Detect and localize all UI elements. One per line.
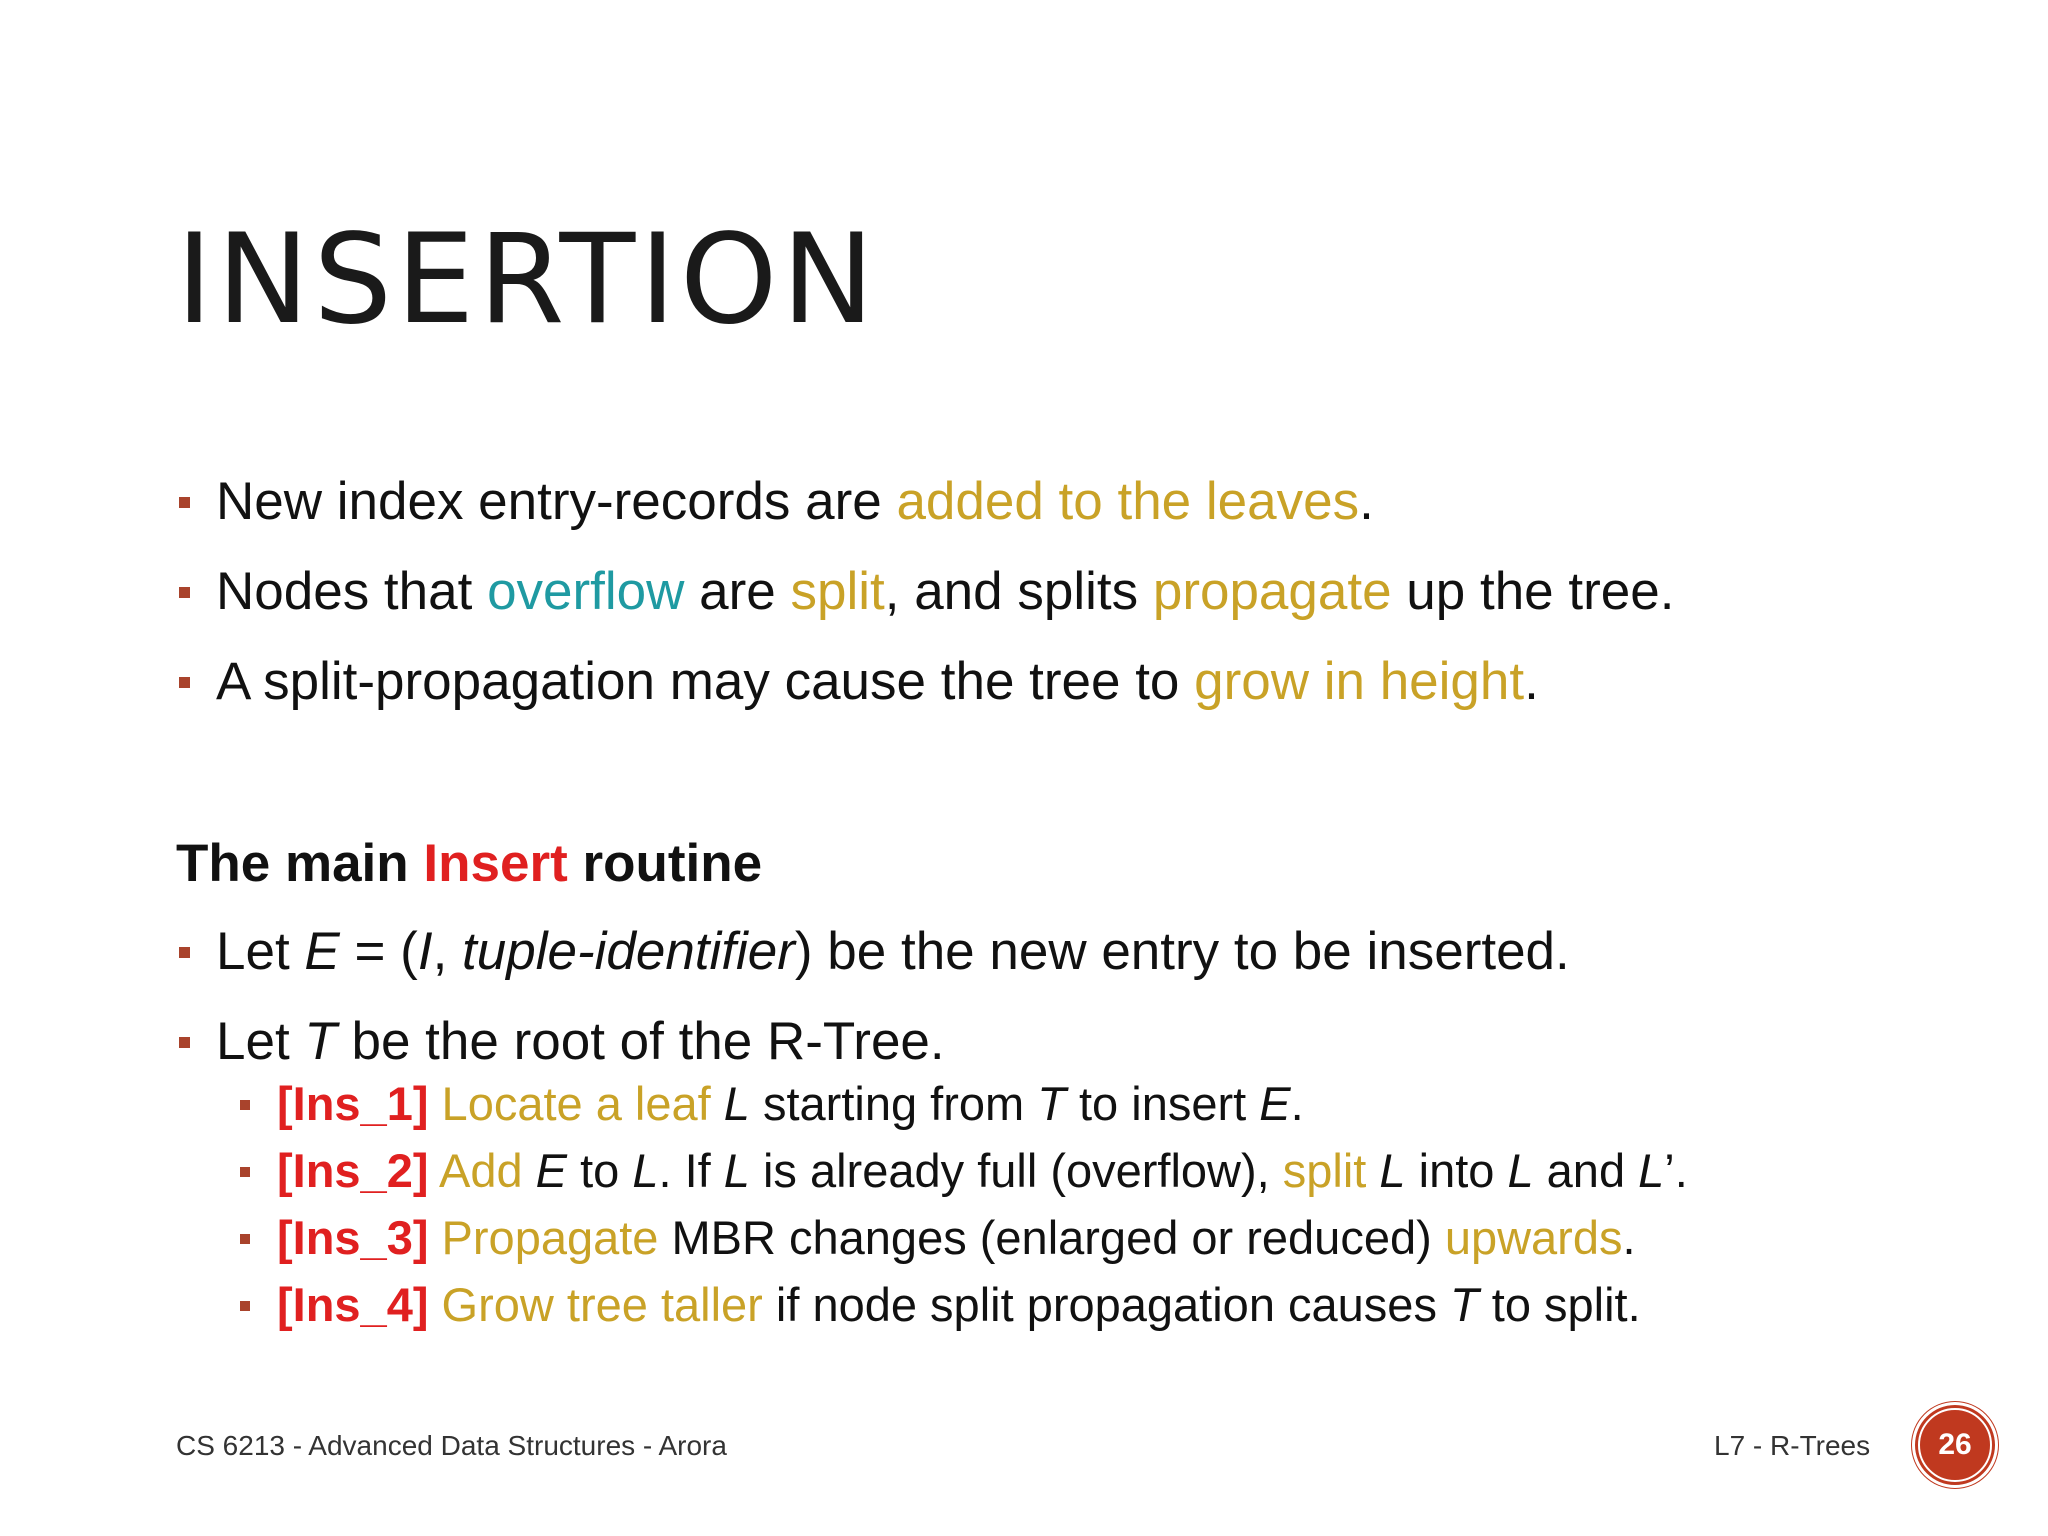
footer-course: CS 6213 - Advanced Data Structures - Arora (176, 1430, 727, 1461)
bullet-text: , (432, 922, 463, 981)
bullet-list (176, 470, 1936, 740)
bullet-text: . (1290, 1077, 1304, 1130)
step-tag: [Ins_1] (277, 1077, 429, 1130)
bullet-text: to split. (1478, 1278, 1641, 1331)
bullet-text: . If (658, 1144, 724, 1197)
bullet-text: if node split propagation causes (762, 1278, 1450, 1331)
bullet-text: starting from (749, 1077, 1038, 1130)
bullet-text: Let (216, 922, 305, 981)
bullet-square-icon (179, 587, 190, 598)
bullet-square-icon (240, 1167, 250, 1177)
bullet-text (1366, 1144, 1379, 1197)
bullet-square-icon (179, 1037, 190, 1048)
bullet-square-icon (240, 1100, 250, 1110)
bullet-text: is already full (overflow), (749, 1144, 1283, 1197)
step-tag: [Ins_2] (277, 1144, 429, 1197)
highlight-text: Propagate (428, 1211, 659, 1264)
bullet-item (176, 560, 1936, 624)
heading-text: routine (567, 834, 763, 893)
math-var: tuple-identifier (462, 922, 795, 981)
slide-title: INSERTION (176, 208, 879, 352)
section-heading (176, 832, 762, 896)
heading-highlight: Insert (423, 834, 568, 893)
bullet-square-icon (240, 1234, 250, 1244)
math-var: L (1507, 1144, 1534, 1197)
highlight-text: Grow tree taller (428, 1278, 763, 1331)
bullet-text: are (684, 562, 791, 621)
math-var: L (632, 1144, 659, 1197)
math-var: L (723, 1077, 750, 1130)
bullet-item (176, 470, 1936, 534)
math-var: I (417, 922, 433, 981)
bullet-text: be the root of the R-Tree. (336, 1012, 945, 1071)
bullet-text: . (1524, 652, 1539, 711)
bullet-text: = ( (339, 922, 418, 981)
sub-bullet-item (237, 1277, 1957, 1333)
footer-lecture: L7 - R-Trees (1714, 1430, 1871, 1461)
highlight-text: upwards (1444, 1211, 1623, 1264)
bullet-text: to insert (1065, 1077, 1260, 1130)
heading-text: The main (176, 834, 424, 893)
math-var: T (304, 1012, 337, 1071)
bullet-text: Let (216, 1012, 305, 1071)
highlight-text: overflow (487, 562, 685, 621)
page-number-badge (1912, 1402, 1998, 1488)
bullet-text: Nodes that (216, 562, 488, 621)
bullet-text: , and splits (884, 562, 1153, 621)
math-var: E (1259, 1077, 1291, 1130)
sub-bullet-item (237, 1076, 1957, 1132)
bullet-item (176, 1010, 1936, 1074)
bullet-text: ) be the new entry to be inserted. (794, 922, 1570, 981)
sub-bullet-item (237, 1143, 1957, 1199)
bullet-square-icon (179, 947, 190, 958)
highlight-text: split (790, 562, 885, 621)
bullet-text: and (1533, 1144, 1639, 1197)
step-tag: [Ins_4] (277, 1278, 429, 1331)
highlight-text: split (1282, 1144, 1367, 1197)
page-number: 26 (1938, 1428, 1972, 1461)
math-var: T (1037, 1077, 1066, 1130)
bullet-text: ’. (1664, 1144, 1688, 1197)
math-var: L (1638, 1144, 1665, 1197)
math-var: T (1450, 1278, 1479, 1331)
bullet-text: to (567, 1144, 633, 1197)
bullet-text: into (1405, 1144, 1508, 1197)
bullet-text: New index entry-records are (216, 472, 897, 531)
highlight-text: grow in height (1194, 652, 1525, 711)
sub-bullet-item (237, 1210, 1957, 1266)
bullet-text: A split-propagation may cause the tree to (216, 652, 1195, 711)
highlight-text: Locate a leaf (428, 1077, 724, 1130)
bullet-text: up the tree. (1391, 562, 1675, 621)
step-tag: [Ins_3] (277, 1211, 429, 1264)
math-var: L (1379, 1144, 1406, 1197)
math-var: L (723, 1144, 750, 1197)
bullet-square-icon (240, 1301, 250, 1311)
highlight-text: added to the leaves (896, 472, 1360, 531)
bullet-square-icon (179, 497, 190, 508)
sub-bullet-list (237, 1076, 1957, 1344)
highlight-text: Add (428, 1144, 536, 1197)
highlight-text: propagate (1152, 562, 1392, 621)
math-var: E (535, 1144, 568, 1197)
bullet-text: MBR changes (enlarged or reduced) (658, 1211, 1445, 1264)
bullet-square-icon (179, 677, 190, 688)
bullet-item (176, 920, 1936, 984)
math-var: E (304, 922, 340, 981)
bullet-text: . (1359, 472, 1374, 531)
bullet-list-2 (176, 920, 1936, 1100)
bullet-text: . (1622, 1211, 1636, 1264)
bullet-item (176, 650, 1936, 714)
